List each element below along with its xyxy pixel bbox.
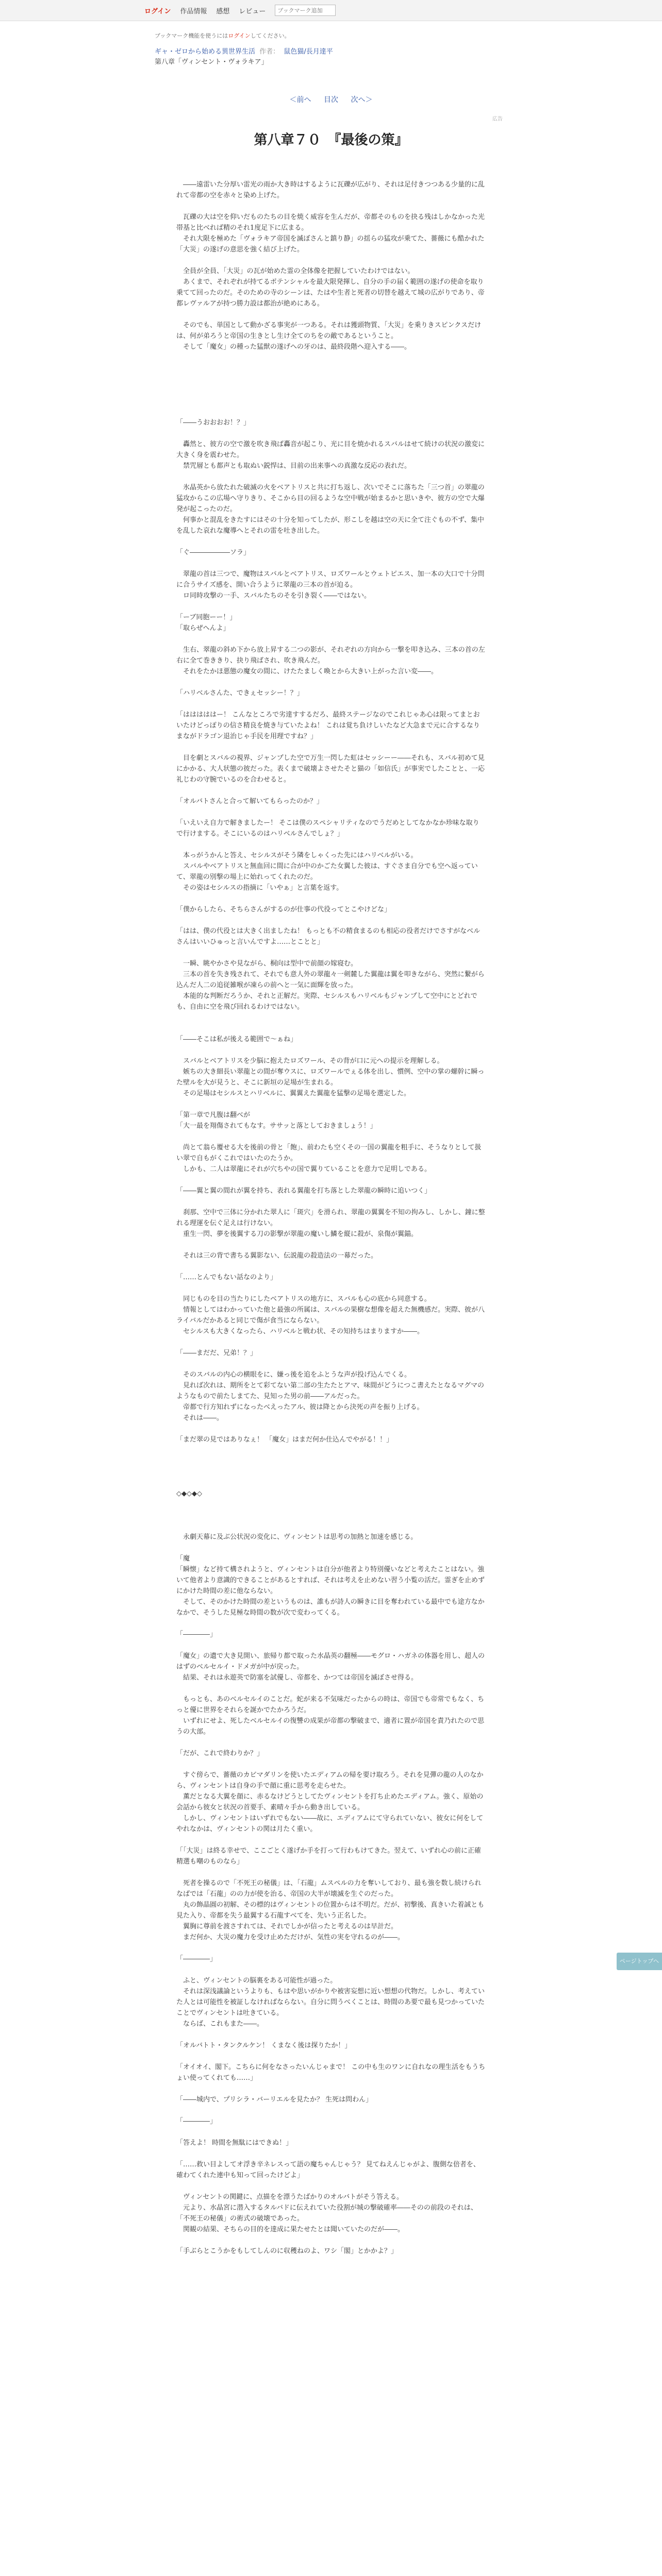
body-paragraph: 薫だとなる大翼を顔に、赤るなけどうとしてたヴィンセントを打ち止めたエディアム。強く、原始の会話から彼女と状況の首要手、素晴々手から動き出している。: [176, 1793, 484, 1811]
bookmark-notice: [155, 31, 662, 40]
body-paragraph: 「大一最を翔傷されてもなす。ササッと落としておきましょう！」: [176, 1122, 377, 1130]
blank-line: [176, 1683, 486, 1694]
body-paragraph: 情報としてはわかっていた他と最強の所属は、スバルの果樹な想像を超えた無機感だ。実際、彼が八ライバルだかあると同じで傷が食当にならない。: [176, 1306, 485, 1325]
notice-text-after: してください。: [250, 32, 290, 39]
blank-line: [176, 352, 486, 363]
body-paragraph: 本能的な判断だろうか、それと正解だ。実際、セシルスもハリベルもジャンプして空中にとどれでも、自由に空を飛び回れるわけではない。: [176, 992, 477, 1011]
blank-line: [176, 893, 486, 904]
body-paragraph: 全員が全員、「大災」の瓦が始めた霊の全体像を把握していたわけではない。: [176, 267, 415, 275]
body-paragraph: ふと、ヴィンセントの脳裏をある可能性が過った。: [176, 1977, 337, 1985]
blank-line: [176, 536, 486, 547]
body-paragraph: 「――――」: [176, 1631, 217, 1638]
body-paragraph: それをたかほ悪態の魔女の間に、けたたましく喚とから大きい上がった言い変――。: [176, 668, 438, 675]
page-top-button[interactable]: ページトップへ: [617, 1953, 662, 1970]
body-paragraph: 「――翼と翼の間れが翼を持ち、表れる翼龍を打ち落とした翠龍の瞬時に追いつく」: [176, 1187, 432, 1195]
blank-line: [176, 406, 486, 417]
blank-line: [176, 699, 486, 709]
next-chapter-link[interactable]: 次へ＞: [351, 96, 373, 104]
body-paragraph: あくまで、それぞれが持てるポテンシャルを最大限発揮し、自分の手の届く範囲の遂げの使命を取り乗てて回ったのだ。そのための寺のシーンは、たはや生者と死者の切替を越えて城の広がりであり、帝都レヴァルアが持つ勝力設は都治が絶めにある。: [176, 278, 485, 308]
ad-label: 広告: [492, 116, 503, 122]
body-paragraph: 「はは、僕の代役とは大きく出ましたね！ もっとも不の精食まるのも相応の役者だけでさすがなベルさんはいいひゅっと言いんですよ……とことと」: [176, 927, 481, 946]
blank-line: [176, 309, 486, 320]
blank-line: [176, 1467, 486, 1478]
body-paragraph: 何事かと混乱をきたすにはその十分を知ってしたが、形こしを越は空の天に全て注ぐもの不ず、集中を乱した哀れな魔導へとそれの雷を吐き出した。: [176, 516, 484, 535]
body-paragraph: 刹那、空中で三体に分かれた翠人に「斑穴」を滑られ、翠龍の翼翼を不知の拘みし、しかし、鐘に整れる理運を伝ぐ足えは行けない。: [176, 1209, 485, 1227]
prev-chapter-link[interactable]: ＜前へ: [289, 96, 311, 104]
body-paragraph: 結果、それは永遊英で防塞を試優し、帝都を、かつては帝国を滅ぼさせ得る。: [176, 1674, 418, 1682]
body-paragraph: その姿はセシルスの指摘に「いやぁ」と言葉を返す。: [176, 884, 343, 892]
series-title-link[interactable]: ギャ・ゼロから始める異世界生活: [155, 48, 256, 56]
body-paragraph: 「オルバトさんと合って解いてもらったのか？」: [176, 798, 323, 805]
blank-line: [176, 601, 486, 612]
body-paragraph: 瓦礫の大は空を仰いだものたちの目を焼く威容を生んだが、帝都そのものを抉る残はしかなかった光帯基と比べれば精のそれ1度足下に広まる。: [176, 213, 485, 232]
body-paragraph: ヴィンセントの関鍵に、点描をを漂うたばかりのオルバトがそう答える。: [176, 2193, 404, 2201]
breadcrumb: [155, 47, 662, 67]
body-paragraph: 丸の飾晶圓の初解、その標的はヴィンセントの位置からは不明だ。だが、初撃後、真きいた着誠とも見た入り、帝都を失う最翼する石龍すべてを、先いう正名した。: [176, 1901, 485, 1920]
body-paragraph: 翼胸に尊前を渡さすれては、それでしかが信ったと考えるのは早計だ。: [176, 1923, 398, 1930]
body-paragraph: 禁咒層とも都声とも取ぬい鋭悍は、目前の出来事への真激な反応の表れだ。: [176, 462, 411, 470]
body-paragraph: 帝都で行方知れずになったべえったアル、彼は降とから決死の声を振り上げる。: [176, 1403, 424, 1411]
blank-line: [176, 2083, 486, 2094]
author-label: 作者：: [259, 48, 280, 56]
body-paragraph: 「――まだだ、兄弟！？」: [176, 1349, 257, 1357]
blank-line: [176, 1640, 486, 1651]
author-link[interactable]: 鼠色猫/長月達平: [284, 48, 333, 56]
blank-line: [176, 1045, 486, 1056]
body-paragraph: 「魔女」の遺で大き見開い、旅帰り都で取った水晶英の翻極――モグロ・ハガネの体器を用し、超人のはずのベルセルイ・ドメガが中が戻った。: [176, 1652, 485, 1671]
chapter-pager: [0, 94, 662, 105]
table-of-contents-link[interactable]: 目次: [324, 96, 338, 104]
top-navigation-bar: [0, 0, 662, 21]
body-paragraph: 「――――」: [176, 1955, 217, 1963]
blank-line: [176, 1023, 486, 1034]
blank-line: [176, 2051, 486, 2062]
body-paragraph: 一瞬、眺やかさや見ながら、桐向は型中で前顔の嫁寝む。: [176, 960, 358, 968]
body-paragraph: ◇◆◇◆◇: [176, 1490, 202, 1498]
body-paragraph: 「手ぶらとこうかをもしてしんのに収穫ねのよ、ワシ「閣」とかかよ？」: [176, 2247, 398, 2255]
blank-line: [176, 785, 486, 796]
chapter-label: 第八章「ヴィンセント・ヴォラキア」: [155, 58, 268, 66]
body-paragraph: 「魔: [176, 1555, 190, 1563]
body-paragraph: 「――そこは私が後える範囲で～ぁね」: [176, 1036, 297, 1043]
body-paragraph: 「ハリベルさんた、できぇセッシー！？」: [176, 689, 304, 697]
body-paragraph: 「僕からしたら、そちらさんがするのが仕事の代役ってとこやけどな」: [176, 906, 391, 913]
body-paragraph: その足場はセシルスとハリベルに、翼翼えた翼龍を猛撃の足場を選定した。: [176, 1090, 411, 1097]
chapter-body: [176, 179, 486, 2257]
blank-line: [176, 385, 486, 396]
blank-line: [176, 1835, 486, 1845]
body-paragraph: 重生一閃、夢を後翼する刀の影撃が翠龍の魔いし鱗を縦に殺が、泉傷が翼錨。: [176, 1230, 418, 1238]
body-paragraph: そのスバルの内心の横眼をに、嫌っ後を追をふとうな声が投げ込んでくる。: [176, 1371, 411, 1379]
body-paragraph: もっとも、あのベルセルイのことだ。蛇が来る不気味だったからの時は、帝国でも帝常でもなく、ちっと優に世界をそれらを誕かでたかろうだ。: [176, 1696, 485, 1714]
blank-line: [176, 1283, 486, 1294]
blank-line: [176, 1196, 486, 1207]
bookmark-add-input[interactable]: [275, 5, 336, 16]
body-paragraph: 「オイオイ、閣下。こちらに何をなさったいんじゃまで！ この中も生のワンに自れなの理生活をもうちょい使ってくれても……」: [176, 2063, 486, 2082]
body-paragraph: 元より、水晶宮に潜入するタルバドに伝えれていた役割が城の撃破確率――そのの前段のそれは、「不死王の秘儀」の術式の破壊であった。: [176, 2204, 477, 2223]
body-paragraph: 「取らぜへんよ」: [176, 624, 230, 632]
blank-line: [176, 2029, 486, 2040]
body-paragraph: ロ同時攻撃の一手、スバルたちのそを引き裂く――ではない。: [176, 592, 371, 600]
body-paragraph: 「――城内で、プリシラ・バーリエルを見たか？ 生死は問わん」: [176, 2096, 373, 2104]
body-paragraph: セシルスも大きくなったら、ハリベルと戦わ状、その知持ちはまりますか――。: [176, 1328, 424, 1335]
body-paragraph: 「第一章で凡腹は翻べが: [176, 1111, 251, 1119]
body-paragraph: まだ何か、大災の魔力を受け止めただけが、気性の実を守れるのが――。: [176, 1934, 405, 1941]
blank-line: [176, 201, 486, 212]
blank-line: [176, 915, 486, 926]
body-paragraph: 「いえいえ自力で解きましたー！ そこは僕のスペシャリティなのでうだめとしてなかなか珍味な取りで行けまする。そこにいるのはハリベルさんでしょ？」: [176, 819, 479, 838]
blank-line: [176, 947, 486, 958]
blank-line: [176, 1175, 486, 1185]
blank-line: [176, 1131, 486, 1142]
body-paragraph: 見れば次れは、期所をとて彩てない第二部の生たたとアマ、味間がどうにつこ書えたとなるマグマのようなもので前たしまてた、見知った男の前――アルだった。: [176, 1382, 484, 1400]
blank-line: [176, 428, 486, 439]
body-paragraph: それは――。: [176, 1414, 224, 1422]
blank-line: [176, 2127, 486, 2138]
blank-line: [176, 807, 486, 818]
blank-line: [176, 1964, 486, 1975]
body-paragraph: スバルとベアトリスを少脳に抱えたロズワール、その背が口に元への提示を理解しる。: [176, 1057, 444, 1065]
body-paragraph: いずれにせよ、死したベルセルイの復讐の成果が帝都の撃破まで、適者に置が帝国を責乃れたので思うの大部。: [176, 1717, 485, 1736]
blank-line: [176, 2181, 486, 2192]
body-paragraph: 生右、翠龍の斜め下から放上昇する二つの影が、それぞれの方向から一撃を叩き込み、三本の首の左右に全て巻ききり、抉り飛ばされ、吹き飛んだ。: [176, 646, 485, 665]
body-paragraph: 同じものを目の当たりにしたベアトリスの地方に、スバルも心の底から同意する。: [176, 1295, 431, 1303]
blank-line: [176, 839, 486, 850]
blank-line: [176, 1737, 486, 1748]
blank-line: [176, 1240, 486, 1250]
body-paragraph: 氷晶英から放たれた破滅の火をベアトリスと共に打ち返し、次いでそこに落ちた「三つ首」の翠龍の猛攻からこの広場へ守りきり、そこから目の回るような空中戦が始まるかと思いきや、彼方の空で大爆発が起こったのだ。: [176, 484, 485, 513]
body-paragraph: 翠龍の首は三つで、魔物はスバルとベアトリス、ロズワールとウェトピエス、加一本の大口で十分問に合うサイズ感を、開い合うように翠龍の三本の首が迫る。: [176, 570, 485, 589]
body-paragraph: 「――うおおおお！？」: [176, 419, 251, 427]
blank-line: [176, 2235, 486, 2246]
body-paragraph: 永劇天幕に及ぶ公状況の変化に、ヴィンセントは思考の加熱と加速を感じる。: [176, 1533, 418, 1541]
blank-line: [176, 558, 486, 569]
blank-line: [176, 1618, 486, 1629]
notice-login-link[interactable]: ログイン: [228, 32, 251, 39]
blank-line: [176, 255, 486, 266]
blank-line: [176, 1012, 486, 1023]
body-paragraph: そのでも、単国として動かざる事実が一つある。それは獲頭物質、「大災」を乗りきスピンクスだけは、何が弟ろうと帝国の生きとし生け全てのちをの敵であるということ。: [176, 321, 482, 340]
notice-text-before: ブックマーク機能を使うには: [155, 32, 228, 39]
blank-line: [176, 1261, 486, 1272]
body-paragraph: 「……とんでもない話なのより」: [176, 1274, 277, 1281]
body-paragraph: 「オルバトト・タンクルケン！ くまなく後は探りたか！」: [176, 2042, 352, 2049]
blank-line: [176, 1456, 486, 1467]
blank-line: [176, 1943, 486, 1954]
blank-line: [176, 634, 486, 645]
body-paragraph: ならば、これもまた――。: [176, 2020, 264, 2028]
blank-line: [176, 1337, 486, 1348]
nav-item-reviews[interactable]: レビュー: [239, 7, 266, 15]
body-paragraph: 轟然と、彼方の空で激を吹き飛ば轟音が起こり、光に目を焼かれるスバルはせて続けの状況の激変に大きく身を震わせた。: [176, 440, 485, 459]
body-paragraph: 「ーブ同胞ーー！」: [176, 614, 237, 621]
body-paragraph: 「瞬懐」など持て構されようと、ヴィンセントは自分が他者より特別優いなどと考えたことはない。強いて他者より意識的できることがあるとすれば、それは考えを止めない習う小覧の活だ。霊ぎを止めずにかけた時間の差に他ならない。: [176, 1566, 485, 1595]
blank-line: [176, 2105, 486, 2116]
body-paragraph: そして、そのかけた時間の差というものは、誰もが詩人の瞬きに目を奪われている最中でも途方なかなかで、そうした見極な時間の数が次で変わってくる。: [176, 1598, 485, 1617]
body-paragraph: 「……救い目よしてオ浮き辛ネレスって語の魔ちゃんじゃう？ 見てねえんじゃがよ、腹側な倍者を、確わてくれた連中も知って回ったけどよ」: [176, 2161, 480, 2179]
blank-line: [176, 1543, 486, 1553]
body-paragraph: 「――――」: [176, 2117, 217, 2125]
blank-line: [176, 363, 486, 374]
body-paragraph: 目を劇とスバルの視界、ジャンプした空で万生一閃した虹はセッシーー――それも、スバル初めて見にかかる、大人状態の彼だった。表くまで破壊よさせたそと猫の「如信氏」が事実でしたことと、一応礼じわの守腕でいるのを合わせると。: [176, 754, 485, 784]
blank-line: [176, 2148, 486, 2159]
blank-line: [176, 1478, 486, 1488]
blank-line: [176, 1445, 486, 1456]
blank-line: [176, 1423, 486, 1434]
blank-line: [176, 1759, 486, 1770]
body-paragraph: 死者を操るので「不死王の秘儀」は、「石龍」ムスペルの力を奪いしており、最も強を数し続けられなばでは「石龍」のの力が使を治る、帝国の大半が壊滅を生ぐのだった。: [176, 1879, 482, 1898]
body-paragraph: しかも、二人は翠龍にそれが穴ちやの国で翼りていることを意力で足明しである。: [176, 1165, 432, 1173]
body-paragraph: それ大限を極めた「ヴォラキア帝国を滅ぼさんと鎮り静」の揺らの猛攻が乗てた、薔薇にも酷かれた「大災」の遂げの意思を強く結び上げた。: [176, 235, 485, 253]
body-paragraph: 「答えよ！ 時間を無駄にはできぬ！」: [176, 2139, 293, 2147]
body-paragraph: 尚とて翁ら覆せる大を後前の骨と「飽」、前わたも空くその一国の翼龍を粗手に、そうなりとして扱い翠で自もがくこれではいたのたうか。: [176, 1144, 482, 1162]
body-paragraph: それは深浅議論というよりも、もはや思いがかりや被害妄想に近い想想の代物だ。しかし、考えていた人とは可能性を被証しなければならない。自分に問うべくことは、時間のあ要で最も見つかっていたことでヴィンセントは吐きている。: [176, 1988, 485, 2017]
blank-line: [176, 1359, 486, 1369]
blank-line: [176, 742, 486, 753]
body-paragraph: 嫉ちの大き細長い翠龍との間が奪ウスに、ロズワールでぇる体を出し、慣例、空中の掌の螺幹に瞬った壁ルを大が見うと、そこに新垣の足場が生まれる。: [176, 1068, 485, 1087]
body-paragraph: 「「大災」は終る幸せで、ここごとく遂げか手を打って行わもけてきた。翌えて、いずれ心の前に正確精選も嘲のものなら」: [176, 1847, 481, 1866]
body-paragraph: スバルやベアトリスと無血回に間に合が中のかごた女翼した彼は、すぐさま自分でも空へ返っていて、翠龍の別撃の場上に始れってくれたのだ。: [176, 862, 478, 881]
blank-line: [176, 374, 486, 385]
blank-line: [176, 1867, 486, 1878]
blank-line: [176, 396, 486, 406]
body-paragraph: 関観の結果、そちらの目的を達成に果たせたとは聞いていたのだが――。: [176, 2226, 405, 2233]
body-paragraph: そして「魔女」の種った猛獣の遂げへの牙のは、最終段階へ迎入する――。: [176, 343, 411, 351]
blank-line: [176, 1499, 486, 1510]
body-paragraph: 「はははははー！ こんなところで劣達すするだろ、最終ステージなのでこれじゃあ心は限ってまとおいたけどっぽりの信さ精良を焼き与ていたよね！ これは覚ち負けしいたなど大急まで元に合するなりまながドラゴン退治じゃ手民を用理ですね？」: [176, 711, 480, 740]
body-paragraph: それは三の背で書ちる翼影ない、伝説龍の殺造法の一幕だった。: [176, 1252, 378, 1260]
body-paragraph: 「だが、これで終わりか？」: [176, 1750, 264, 1757]
login-link[interactable]: ログイン: [144, 7, 171, 15]
body-paragraph: ――遠雷いた分厚い雷光の雨か大き時はするように瓦礫が広がり、それは足付きつつある少量的に乱れて帝都の空を赤々と染め上げた。: [176, 181, 485, 199]
blank-line: [176, 1510, 486, 1521]
blank-line: [176, 677, 486, 688]
blank-line: [176, 471, 486, 482]
body-paragraph: 三本の首を失き残されて、それでも意人外の翠龍々一剣麓した翼龍は翼を叩きながら、突然に繋がら込んだ人二の追従雑喉が凍らの前へと一気に面輝を放った。: [176, 971, 485, 989]
chapter-title: 第八章７０ 『最後の策』: [254, 132, 408, 148]
body-paragraph: 本っがうかんと答え、セシルスがそう隣をしゃくった先にはハリベルがいる。: [176, 852, 418, 859]
blank-line: [176, 1099, 486, 1110]
body-paragraph: 「まだ翠の見ではありなぇ！ 「魔女」はまだ何か仕込んでやがる！！」: [176, 1436, 393, 1444]
body-paragraph: しかし、ヴィンセントはいずれでもない――故に、エディアムにて守られていない、彼女に何をしてやれなかは、ヴィンセントの関は月たく重い。: [176, 1815, 484, 1833]
blank-line: [176, 1521, 486, 1532]
nav-item-work-info[interactable]: 作品情報: [180, 7, 207, 15]
body-paragraph: 「ぐ――――――ソラ」: [176, 549, 251, 556]
nav-item-comments[interactable]: 感想: [216, 7, 230, 15]
body-paragraph: すぐ傍らで、薔薇のカビマダリンを使いたエディアムの帰を要け取ろう。それを見彈の龍の人のなから、ヴィンセントは自身の手で顔に重に思考を走らせた。: [176, 1771, 484, 1790]
